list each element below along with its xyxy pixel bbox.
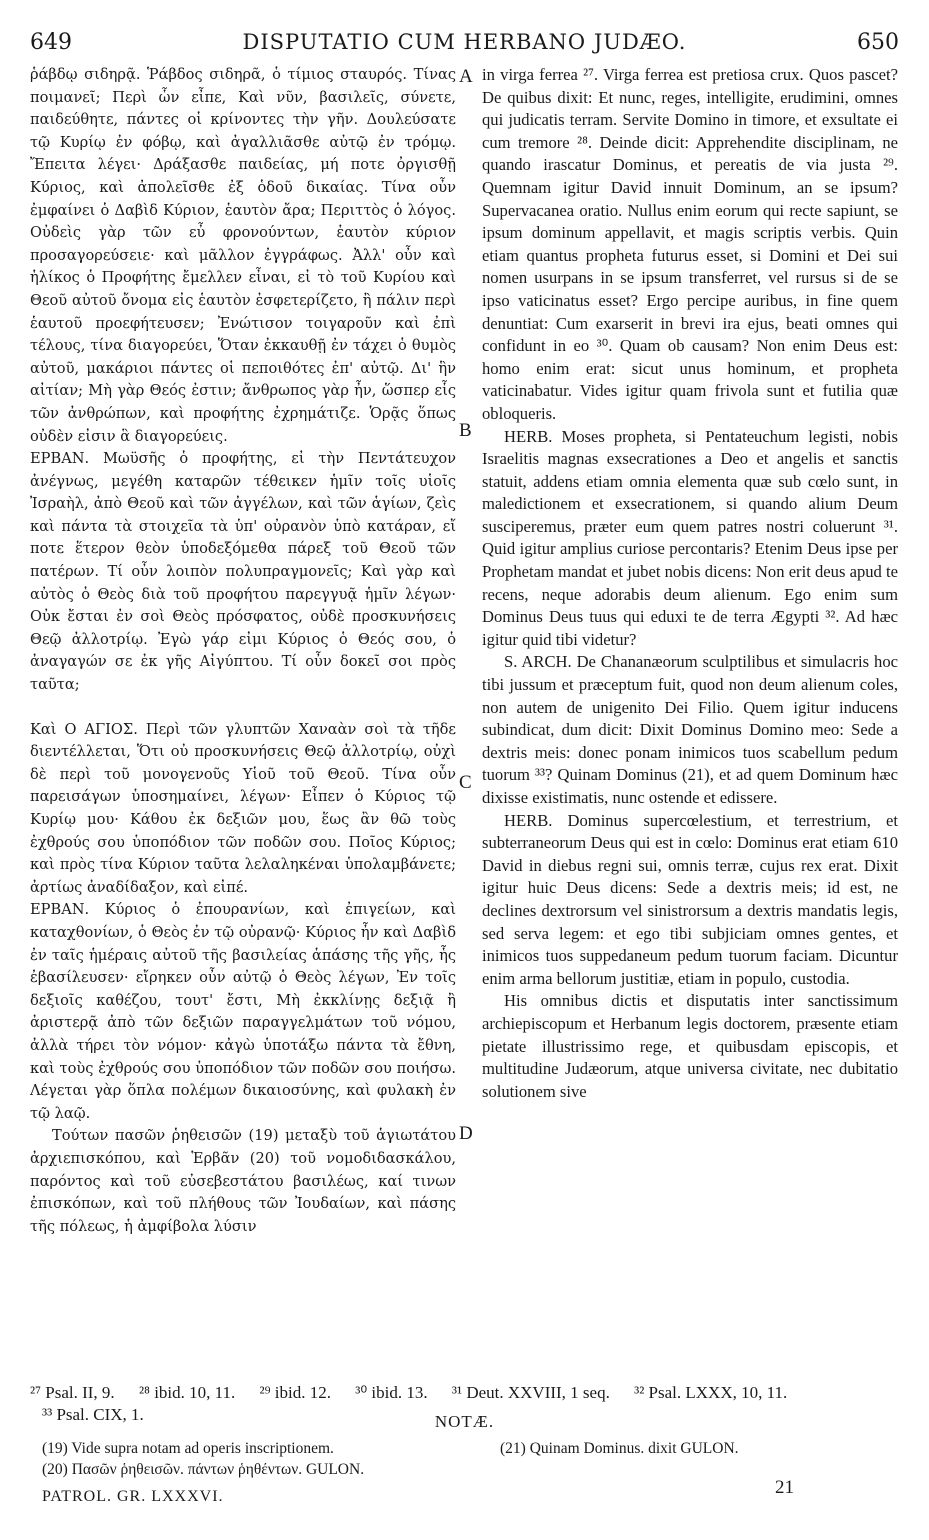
latin-paragraph: His omnibus dictis et disputatis inter sanctissimum archiepiscopum et Herbanum legis doctorem, præsente etiam pietate illustrissimo rege, et quibusdam episcopis, et multitudine Judæorum, atque universa civitate, nec dubitatio solutionem sive: [482, 991, 898, 1101]
running-header: [30, 30, 899, 60]
signature-number: 21: [775, 1477, 794, 1498]
footnote: ³¹ Deut. XXVIII, 1 seq.: [451, 1383, 610, 1402]
footnotes-row: [30, 1383, 899, 1403]
footnote-extra: ³³ Psal. CIX, 1.: [42, 1405, 144, 1424]
greek-paragraph: ΕΡΒΑΝ. Κύριος ὁ ἐπουρανίων, καὶ ἐπιγείων, καὶ καταχθονίων, ὁ Θεὸς ἐν τῷ οὐρανῷ· Κύριος ἦν καὶ Δαβὶδ ἐν ταῖς ἡμέραις αὐτοῦ τῆς βασιλείας ἁπάσης τῆς γῆς, ἧς ἐβασίλευσεν· εἴρηκεν οὖν αὐτῷ ὁ Θεὸς λέγων, Ἐν τοῖς δεξιοῖς καθέζου, τουτ' ἔστι, Μὴ ἐκκλίνῃς δεξιᾷ ἢ ἀριστερᾷ ἀπὸ τῶν δεξιῶν παραγγελμάτων τοῦ νόμου, ἀλλὰ τήρει τὸν νόμον· κἀγὼ ὑποτάξω πάντα τὰ ἔθνη, καὶ τοὺς ἐχθρούς σου ὑποπόδιον τῶν ποδῶν σου ποιήσω. Λέγεται γὰρ ὅπλα πολέμων δικαιοσύνης, καὶ φυλακὴ ἐν τῷ λαῷ.: [30, 901, 456, 1122]
greek-paragraph: ΕΡΒΑΝ. Μωϋσῆς ὁ προφήτης, εἰ τὴν Πεντάτευχον ἀνέγνως, μεγέθη καταρῶν τέθεικεν ἡμῖν τοῖς υἱοῖς Ἰσραὴλ, ἀπὸ Θεοῦ καὶ τῶν ἀγγέλων, καὶ τῶν ἁγίων, ζεὶς καὶ πάντα τὰ στοιχεῖα τὰ ὑπ' οὐρανὸν ὑπὸ κατάραν, εἴ ποτε ἕτερον θεὸν ὑποδεξόμεθα πάρεξ τοῦ Θεοῦ τῶν πατέρων. Τί οὖν λοιπὸν πολυπραγμονεῖς; Καὶ γὰρ καὶ αὐτὸς ὁ Θεὸς διὰ τοῦ προφήτου παρεγγυᾷ ἡμῖν λέγων· Οὐκ ἔσται ἐν σοὶ Θεὸς πρόσφατος, οὐδὲ προσκυνήσεις Θεῷ ἀλλοτρίῳ. Ἐγὼ γάρ εἰμι Κύριος ὁ Θεός σου, ὁ ἀναγαγών σε ἐκ γῆς Αἰγύπτου. Τί οὖν δοκεῖ σοι πρὸς ταῦτα;: [30, 450, 456, 694]
page-number-right: 650: [857, 30, 899, 55]
note-19: (19) Vide supra notam ad operis inscriptionem.: [42, 1440, 334, 1457]
footnote: ²⁹ ibid. 12.: [259, 1383, 332, 1402]
note-20: (20) Πασῶν ῥηθεισῶν. πάντων ῥηθέντων. GULON.: [42, 1461, 365, 1478]
footnote: ²⁷ Psal. II, 9.: [30, 1383, 115, 1402]
latin-paragraph: HERB. Moses propheta, si Pentateuchum legisti, nobis Israelitis magnas exsecrationes a Deo et angelis et sanctis statuit, addens etiam omnia elementa quæ sub cœlo sunt, in maledictionem et exsecrationem, si quando alium Deum susciperemus, præter eum quem patres nostri coluerunt ³¹. Quid igitur amplius curiose percontaris? Etenim Deus ipse per Prophetam mandat et jubet nobis dicens: Non erit deus apud te recens, neque adorabis deum alienum. Ego enim sum Dominus Deus tuus qui eduxi te de terra Ægypti ³². Ad hæc igitur quid tibi videtur?: [482, 426, 898, 649]
greek-paragraph: Τούτων πασῶν ῥηθεισῶν (19) μεταξὺ τοῦ ἁγιωτάτου ἀρχιεπισκόπου, καὶ Ἑρβᾶν (20) τοῦ νομοδιδασκάλου, παρόντος καὶ τοῦ εὐσεβεστάτου βασιλέως, καί τινων ἐπισκόπων, καὶ τοῦ πλήθους τῶν Ἰουδαίων, καὶ πάσης τῆς πόλεως, ἡ ἀμφίβολα λύσιν: [30, 1127, 456, 1235]
margin-marker-c: C: [459, 772, 472, 793]
page-number-left: 649: [30, 30, 72, 55]
footnote: ³² Psal. LXXX, 10, 11.: [634, 1383, 788, 1402]
latin-paragraph: in virga ferrea ²⁷. Virga ferrea est pretiosa crux. Quos pascet? De quibus dixit: Et nunc, reges, intelligite, erudimini, omnes qui judicatis terram. Servite Domino in timore, et exsultate ei cum tremore ²⁸. Deinde dicit: Apprehendite disciplinam, ne quando irascatur Dominus, et pereatis de via justa ²⁹. Quemnam igitur David innuit Dominum, an se ipsum? Supervacanea oratio. Nullus enim eorum qui recte sapiunt, se ipsum dominum appellavit, et magis scriptis verbis. Quin etiam quantus propheta futurus esset, si Domini et Dei sui nomen usurpans in se ipsum transferret, vel rursus si de se ipso vaticinatus esset? Ergo percipe auribus, in fine quem denuntiat: Cum exarserit in brevi ira ejus, beati omnes qui confidunt in eo ³⁰. Quam ob causam? Non enim Deus est: homo enim erat: sicut unus hominum, et propheta vaticinabatur. Vides igitur quam frivola sunt et futilia quæ obloqueris.: [482, 65, 898, 423]
page-title: DISPUTATIO CUM HERBANO JUDÆO.: [242, 30, 687, 54]
note-21: (21) Quinam Dominus. dixit GULON.: [500, 1440, 739, 1457]
greek-paragraph: Καὶ Ο ΑΓΙΟΣ. Περὶ τῶν γλυπτῶν Χαναὰν σοὶ τὰ τῆδε διεντέλλεται, Ὅτι οὐ προσκυνήσεις Θεῷ ἀλλοτρίῳ, οὐχὶ δὲ περὶ τοῦ μονογενοῦς Υἱοῦ τοῦ Θεοῦ. Τίνα οὖν παρεισάγων ὑποσημαίνει, λέγων· Εἶπεν ὁ Κύριος τῷ Κυρίῳ μου· Κάθου ἐκ δεξιῶν μου, ἕως ἂν θῶ τοὺς ἐχθρούς σου ὑποπόδιον τῶν ποδῶν σου. Ποῖος Κύριος; καὶ πρὸς τίνα Κύριον ταῦτα λελαληκέναι ὑπολαμβάνετε; ἀρτίως ἀναδίδαξον, καὶ εἰπέ.: [30, 720, 456, 896]
latin-paragraph: HERB. Dominus supercœlestium, et terrestrium, et subterraneorum Deus qui est in cœlo: Dominus erat etiam 610 David in diebus regni sui, omnis terræ, cujus rex erat. Dixit igitur huic Deus dicens: Sede a dextris meis; id est, ne declines dextrorsum vel sinistrorsum a dextris mandatis legis, sed serva legem: et ego tibi subjiciam omnes gentes, et inimicos tuos suppedaneum pedum tuorum faciam. Dicuntur enim arma bellorum justitiæ, etiam in populo, custodia.: [482, 810, 898, 988]
latin-paragraph: S. ARCH. De Chananæorum sculptilibus et simulacris hoc tibi jussum et præceptum fuit, quod non deum alienum coles, non autem de unigenito Dei Filio. Quem igitur inducens subindicat, dum dicit: Dixit Dominus Domino meo: Sede a dextris meis: donec ponam inimicos tuos scabellum pedum tuorum ³³? Quinam Dominus (21), et ad quem Dominum hæc dixisse existimatis, nunc ostende et edissere.: [482, 652, 898, 807]
greek-paragraph: ῥάβδῳ σιδηρᾷ. Ῥάβδος σιδηρᾶ, ὁ τίμιος σταυρός. Τίνας ποιμανεῖ; Περὶ ὧν εἶπε, Καὶ νῦν, βασιλεῖς, σύνετε, παιδεύθητε, πάντες οἱ κρίνοντες τὴν γῆν. Δουλεύσατε τῷ Κυρίῳ ἐν φόβῳ, καὶ ἀγαλλιᾶσθε αὐτῷ ἐν τρόμῳ. Ἔπειτα λέγει· Δράξασθε παιδείας, μή ποτε ὀργισθῇ Κύριος, καὶ ἀπολεῖσθε ἐξ ὁδοῦ δικαίας. Τίνα οὖν ἐμφαίνει ὁ Δαβὶδ Κύριον, ἑαυτὸν ἄρα; Περιττὸς ὁ λόγος. Οὐδεὶς γὰρ τῶν εὖ φρονούντων, ἑαυτὸν κύριον προσαγορεύσειε· καὶ μᾶλλον ἐγγράφως. Ἀλλ' οὖν καὶ ἡλίκος ὁ Προφήτης ἔμελλεν εἶναι, εἰ τὸ τοῦ Κυρίου καὶ Θεοῦ αὐτοῦ ὄνομα εἰς ἑαυτὸν ἐσφετερίζετο, ἢ πάλιν περὶ ἑαυτοῦ προεφήτευσεν; Ἐνώτισον τοιγαροῦν καὶ ἐπὶ τέλους, τίνα διαγορεύει, Ὅταν ἐκκαυθῇ ἐν τάχει ὁ θυμὸς αὐτοῦ, μακάριοι πάντες οἱ πεποιθότες ἐπ' αὐτῷ. Δι' ἣν αἰτίαν; Μὴ γὰρ Θεός ἐστιν; ἄνθρωπος γὰρ ἦν, ὥσπερ εἷς τῶν ἀνθρώπων, καὶ προφήτης ἐχρημάτιζε. Ὁρᾷς ὅπως οὐδὲν εἰσιν ἃ διαγορεύεις.: [30, 66, 456, 445]
margin-marker-d: D: [459, 1123, 473, 1144]
margin-marker-b: B: [459, 420, 472, 441]
margin-marker-a: A: [459, 66, 473, 87]
footnote: ²⁸ ibid. 10, 11.: [138, 1383, 236, 1402]
latin-column: [482, 64, 898, 1103]
greek-column: [30, 64, 456, 1238]
notes-heading: NOTÆ.: [434, 1412, 495, 1431]
patrologia-signature: PATROL. GR. LXXXVI.: [42, 1488, 224, 1505]
footnote: ³⁰ ibid. 13.: [355, 1383, 428, 1402]
